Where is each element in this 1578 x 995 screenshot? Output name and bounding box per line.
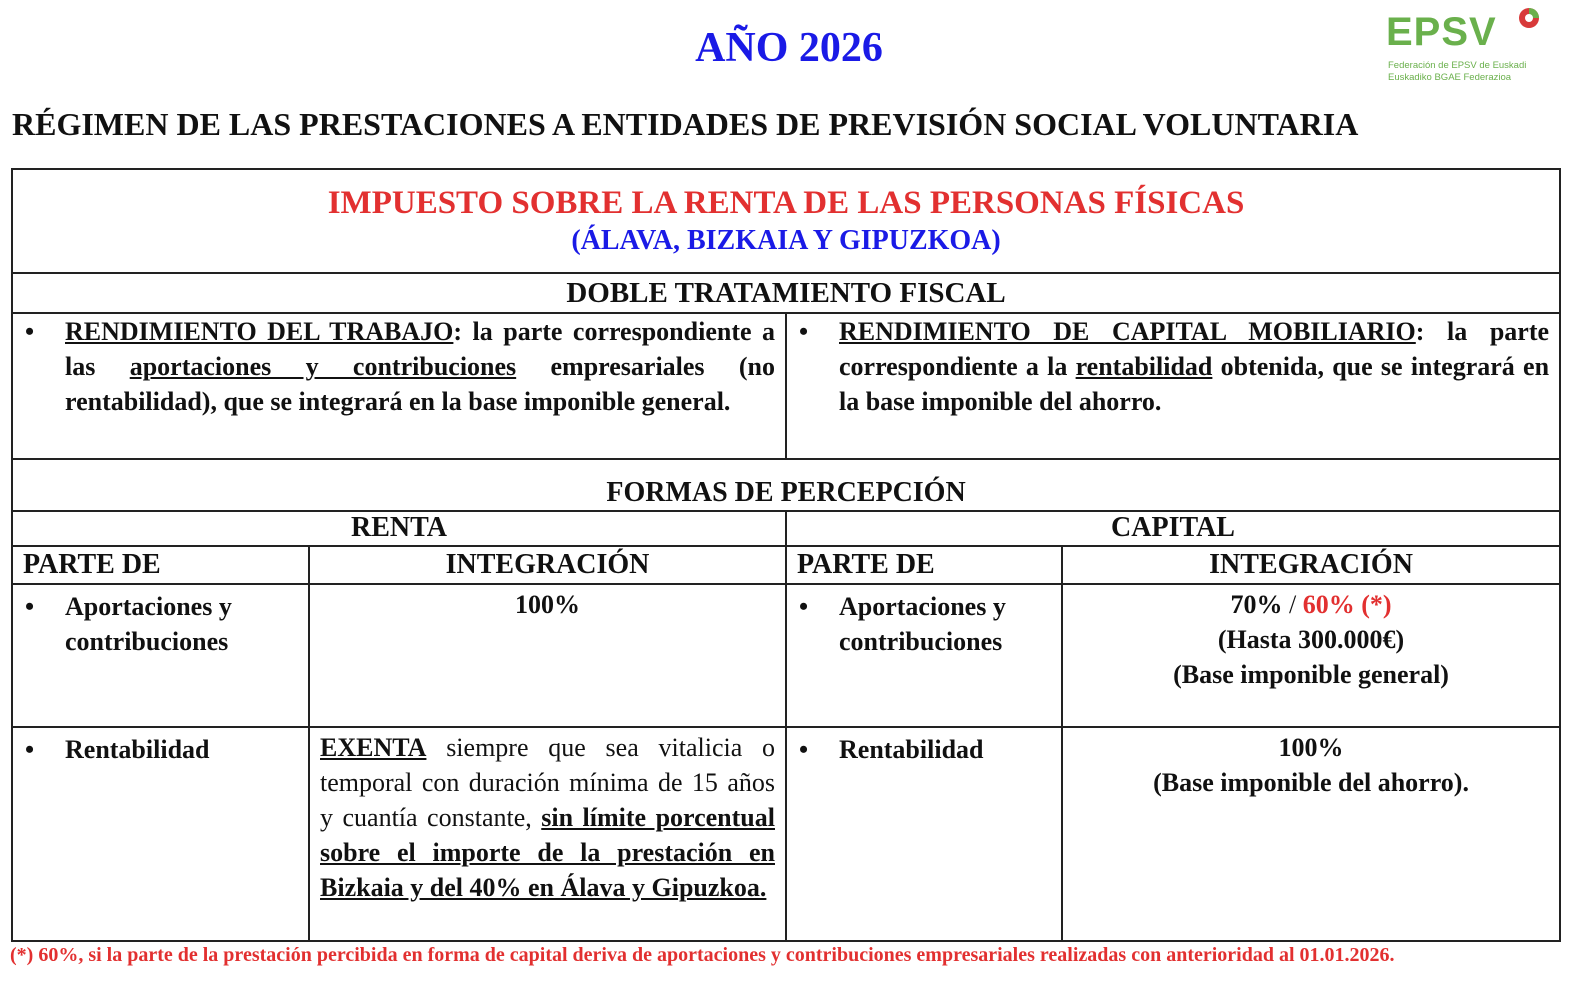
benefits-table [11, 168, 1561, 942]
capital-profitability-rate: 100% [1278, 733, 1344, 762]
exempt-limit-text: sin límite porcentual sobre el importe de la prestación en Bizkaia y del 40% en Álava y Gipuzkoa. [320, 803, 775, 902]
bullet: • [799, 592, 809, 621]
bullet: • [799, 317, 809, 346]
table-title-cell [12, 169, 1560, 273]
profitability-label: Rentabilidad [65, 735, 210, 764]
exempt-label: EXENTA [320, 733, 427, 762]
logo-subtitle: Euskadiko BGAE Federazioa [1388, 72, 1512, 83]
capital-contributions-value-cell [1062, 584, 1560, 727]
work-income-text-end: empresariales (no rentabilidad), que se integrará en la base imponible general. [65, 352, 776, 416]
renta-profitability-value-cell [309, 727, 786, 941]
capital-base-savings: (Base imponible del ahorro). [1153, 768, 1469, 797]
contributions-label: Aportaciones y contribuciones [839, 592, 1006, 656]
profitability-label: Rentabilidad [839, 735, 984, 764]
epsv-logo [1386, 6, 1556, 82]
tax-title: IMPUESTO SOBRE LA RENTA DE LAS PERSONAS FÍSICAS [327, 185, 1245, 221]
capital-income-term: RENDIMIENTO DE CAPITAL MOBILIARIO [839, 317, 1416, 346]
renta-heading: RENTA [12, 511, 786, 546]
footnote: (*) 60%, si la parte de la prestación percibida en forma de capital deriva de aportaciones y contribuciones empresariales realizadas con anterioridad al 01.01.2026. [10, 944, 1395, 966]
capital-income-text-end: obtenida, que se integrará en la base imponible del ahorro. [839, 352, 1550, 416]
renta-contributions-value: 100% [309, 584, 786, 727]
capital-income-text: : la parte correspondiente a la [839, 317, 1550, 381]
capital-limit: (Hasta 300.000€) [1217, 625, 1405, 654]
forms-heading: FORMAS DE PERCEPCIÓN [12, 459, 1560, 511]
work-income-cell [12, 313, 786, 459]
work-income-term: RENDIMIENTO DEL TRABAJO [65, 317, 454, 346]
capital-income-cell [786, 313, 1560, 459]
capital-contributions-rate-alt: 60% (*) [1302, 590, 1392, 619]
renta-part-header: PARTE DE [12, 546, 309, 584]
capital-base-general: (Base imponible general) [1173, 660, 1449, 689]
capital-part-header: PARTE DE [786, 546, 1062, 584]
renta-contributions-cell [12, 584, 309, 727]
contributions-label: Aportaciones y contribuciones [65, 592, 232, 656]
bullet: • [799, 735, 809, 764]
logo-subtitle: Federación de EPSV de Euskadi [1388, 60, 1527, 71]
capital-heading: CAPITAL [786, 511, 1560, 546]
capital-integration-header: INTEGRACIÓN [1062, 546, 1560, 584]
capital-contributions-rate: 70% [1230, 590, 1283, 619]
bullet: • [25, 317, 35, 346]
renta-profitability-cell [12, 727, 309, 941]
exempt-conditions: siempre que sea vitalicia o temporal con duración mínima de 15 años y cuantía constante, [320, 733, 775, 832]
bullet: • [25, 592, 35, 621]
work-income-text: : la parte correspondiente a las [65, 317, 775, 381]
red-green-circle-icon [1517, 6, 1541, 30]
rate-separator: / [1282, 590, 1303, 619]
capital-income-underlined: rentabilidad [1075, 352, 1213, 381]
renta-integration-header: INTEGRACIÓN [309, 546, 786, 584]
work-income-underlined: aportaciones y contribuciones [129, 352, 517, 381]
double-treatment-heading: DOBLE TRATAMIENTO FISCAL [12, 273, 1560, 313]
page-title: AÑO 2026 [695, 25, 883, 71]
capital-contributions-cell [786, 584, 1062, 727]
regime-title: RÉGIMEN DE LAS PRESTACIONES A ENTIDADES DE PREVISIÓN SOCIAL VOLUNTARIA [12, 106, 1359, 142]
capital-profitability-value-cell [1062, 727, 1560, 941]
bullet: • [25, 735, 35, 764]
logo-text: EPSV [1386, 10, 1497, 54]
provinces-subtitle: (ÁLAVA, BIZKAIA Y GIPUZKOA) [571, 225, 1001, 256]
capital-profitability-cell [786, 727, 1062, 941]
